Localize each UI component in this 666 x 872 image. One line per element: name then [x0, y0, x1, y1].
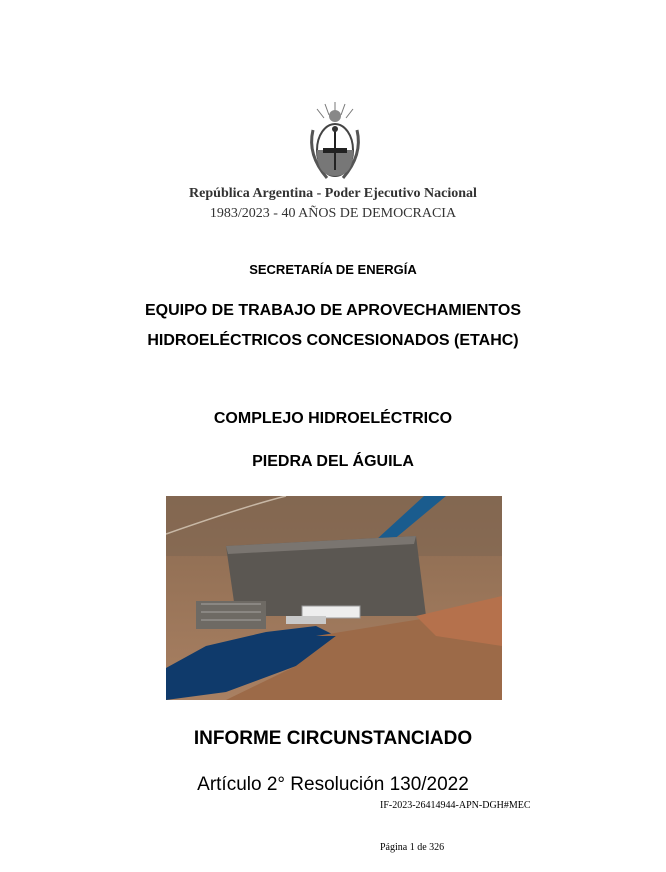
complex-title-line2: PIEDRA DEL ÁGUILA	[252, 453, 414, 470]
page-number: Página 1 de 326	[380, 842, 445, 853]
secretaria-heading: SECRETARÍA DE ENERGÍA	[249, 262, 417, 277]
header-democracy: 1983/2023 - 40 AÑOS DE DEMOCRACIA	[209, 206, 457, 221]
team-title-line1: EQUIPO DE TRABAJO DE APROVECHAMIENTOS	[144, 302, 522, 319]
article-reference: Artículo 2° Resolución 130/2022	[197, 774, 469, 795]
dam-aerial-photo	[166, 496, 502, 700]
team-title-line2: HIDROELÉCTRICOS CONCESIONADOS (ETAHC)	[147, 332, 519, 349]
report-title: INFORME CIRCUNSTANCIADO	[193, 728, 473, 749]
coat-of-arms-icon	[305, 100, 365, 184]
document-id: IF-2023-26414944-APN-DGH#MEC	[380, 800, 531, 811]
header-republic: República Argentina - Poder Ejecutivo Nacional	[189, 186, 477, 201]
complex-title-line1: COMPLEJO HIDROELÉCTRICO	[213, 410, 453, 427]
